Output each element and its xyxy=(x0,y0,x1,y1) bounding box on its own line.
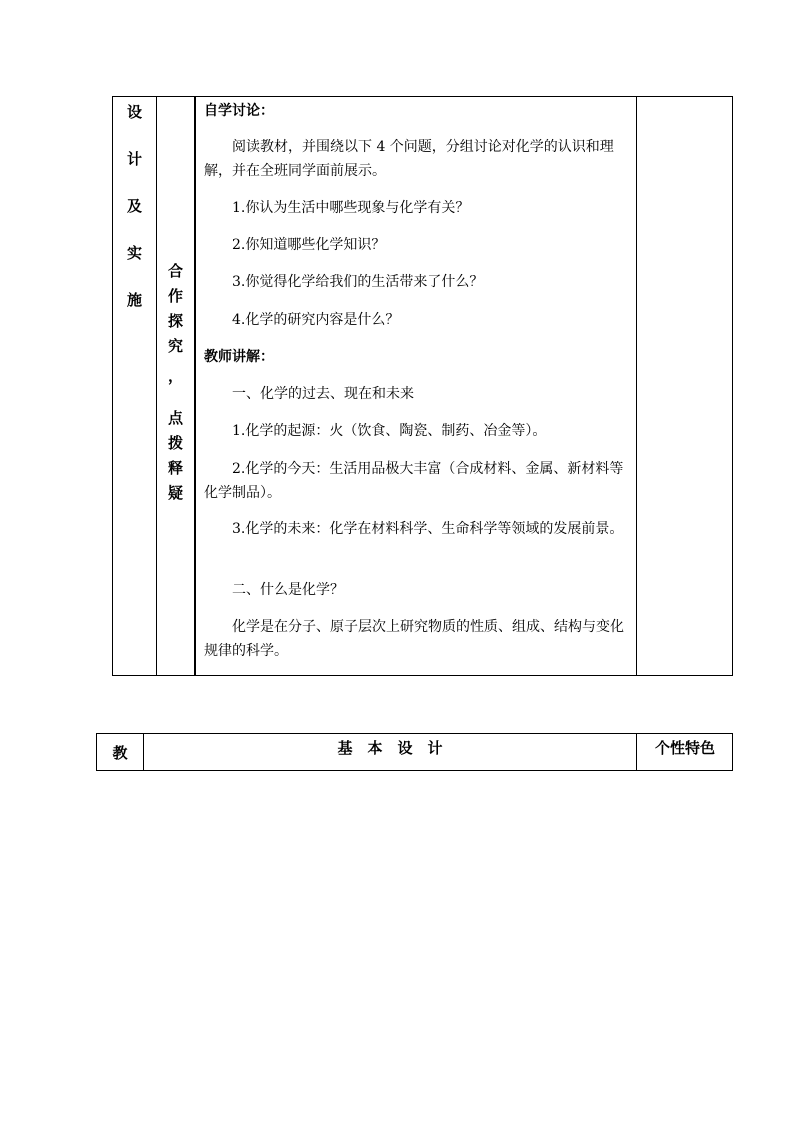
question: 3.你觉得化学给我们的生活带来了什么？ xyxy=(232,274,484,290)
question: 2.你知道哪些化学知识？ xyxy=(232,237,386,253)
header-cell xyxy=(144,734,637,770)
activity-char: 拨 xyxy=(167,434,183,452)
content-column xyxy=(196,97,637,675)
paragraph: 3.化学的未来：化学在材料科学、生命科学等领域的发展前景。 xyxy=(232,521,624,537)
activity-char: 合 xyxy=(167,262,183,280)
activity-char: 释 xyxy=(167,459,183,477)
question: 1.你认为生活中哪些现象与化学有关？ xyxy=(232,200,470,216)
header-cell xyxy=(97,734,144,770)
activity-char: 疑 xyxy=(167,484,183,502)
activity-char: ， xyxy=(167,367,183,385)
notes-column xyxy=(637,97,733,675)
paragraph: 化学是在分子、原子层次上研究物质的性质、组成、结构与变化规律的科学。 xyxy=(204,619,624,659)
header-label: 个性特色 xyxy=(654,739,715,757)
activity-char: 点 xyxy=(167,409,183,427)
stage-char: 及 xyxy=(126,197,142,215)
stage-char: 设 xyxy=(126,103,142,121)
self-study-heading: 自学讨论： xyxy=(204,103,274,119)
stage-char: 实 xyxy=(126,244,142,262)
section-title: 二、什么是化学？ xyxy=(232,582,344,598)
activity-char: 探 xyxy=(167,312,183,330)
teacher-heading: 教师讲解： xyxy=(204,349,274,365)
stage-column xyxy=(113,97,157,675)
lesson-table xyxy=(112,96,733,676)
design-header-table xyxy=(96,733,733,771)
paragraph: 2.化学的今天：生活用品极大丰富（合成材料、金属、新材料等化学制品）。 xyxy=(204,461,624,501)
header-label: 教 xyxy=(112,744,128,762)
stage-char: 计 xyxy=(126,150,142,168)
section-title: 一、化学的过去、现在和未来 xyxy=(232,386,414,402)
paragraph: 阅读教材，并围绕以下 4 个问题，分组讨论对化学的认识和理解，并在全班同学面前展示。 xyxy=(204,139,614,179)
paragraph: 1.化学的起源：火（饮食、陶瓷、制药、冶金等）。 xyxy=(232,423,547,439)
question: 4.化学的研究内容是什么？ xyxy=(232,312,400,328)
header-cell xyxy=(637,734,733,770)
activity-char: 究 xyxy=(167,337,183,355)
stage-char: 施 xyxy=(126,291,142,309)
activity-column xyxy=(157,97,195,675)
activity-char: 作 xyxy=(167,287,183,305)
header-label: 基 本 设 计 xyxy=(337,739,443,757)
